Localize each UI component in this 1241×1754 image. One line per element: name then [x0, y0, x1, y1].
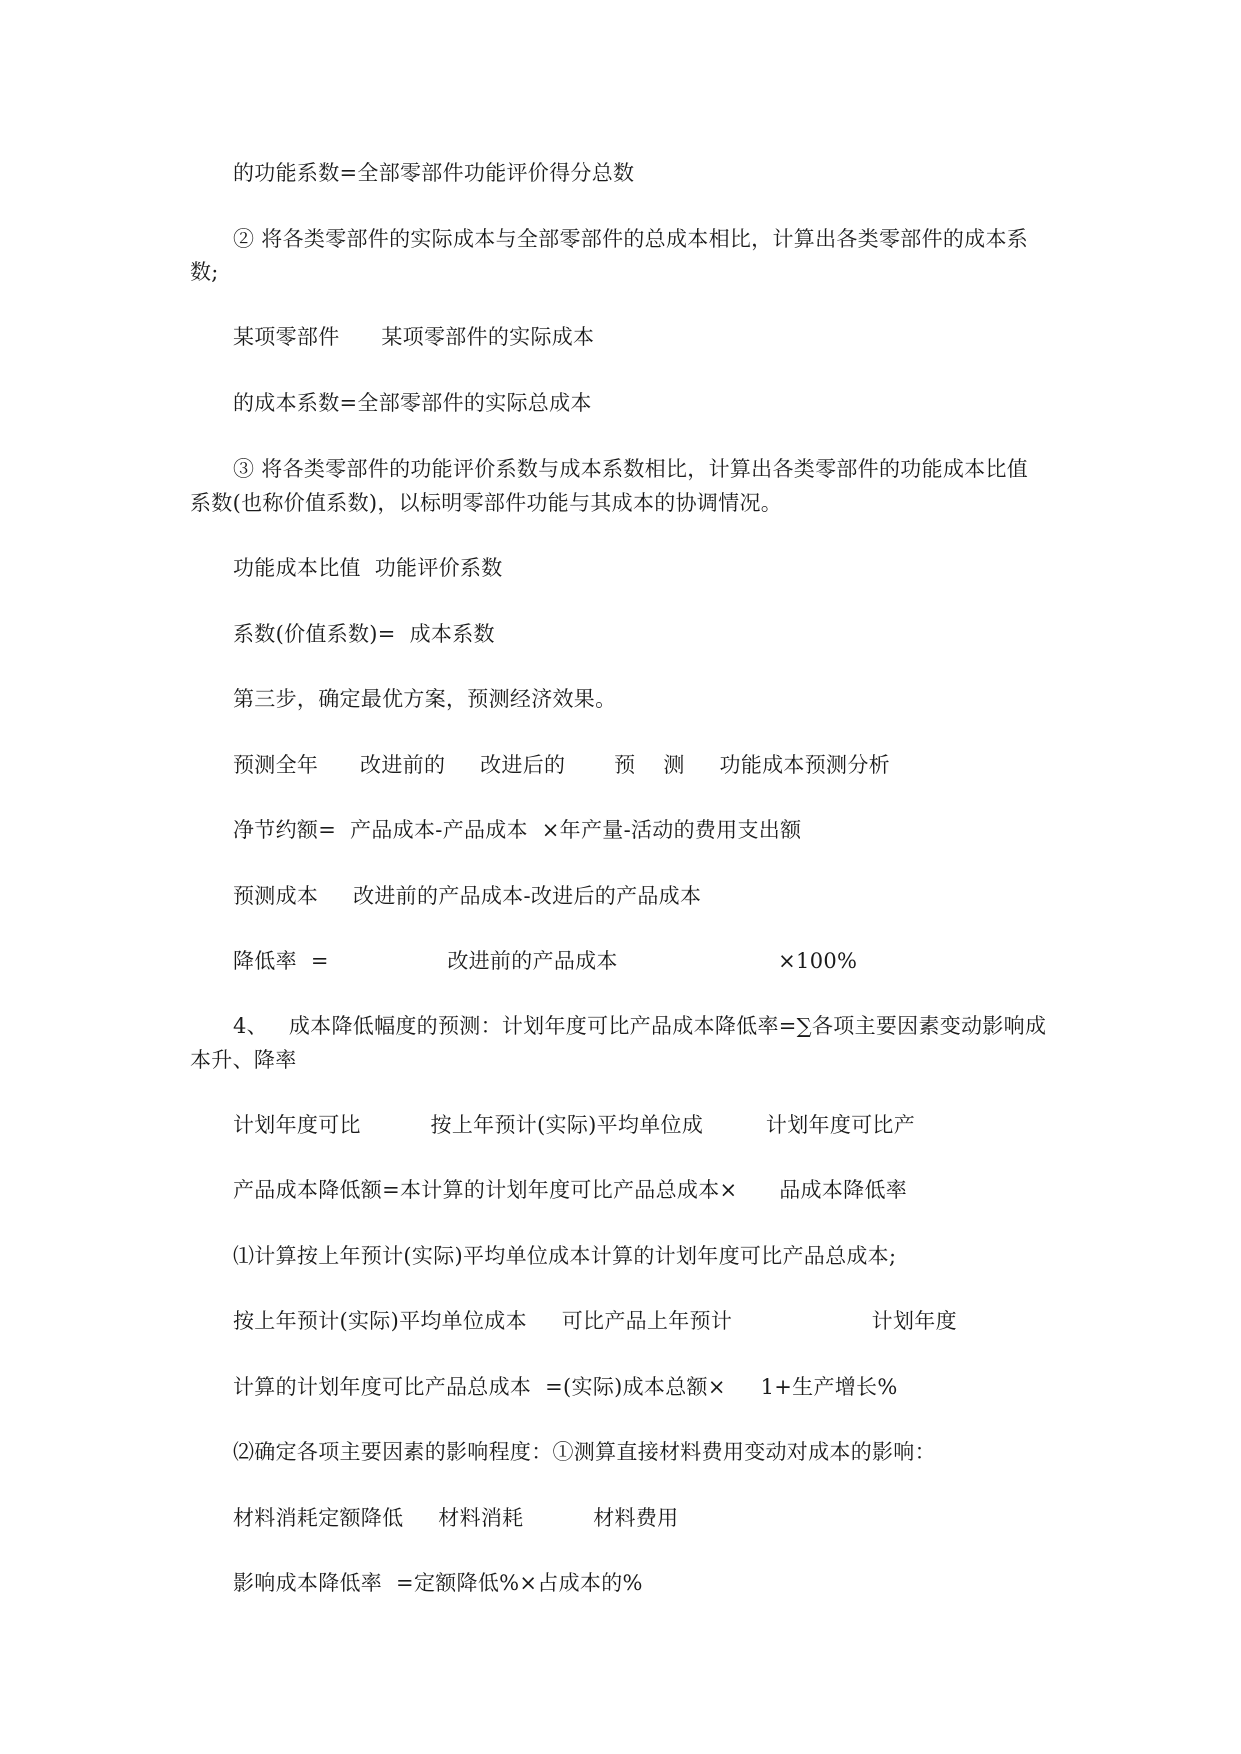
text-line: 系数(也称价值系数)，以标明零部件功能与其成本的协调情况。 — [190, 491, 783, 515]
text-line: 材料消耗定额降低 材料消耗 材料费用 — [233, 1506, 679, 1530]
text-line: ② 将各类零部件的实际成本与全部零部件的总成本相比，计算出各类零部件的成本系 — [233, 227, 1029, 251]
text-line: 功能成本比值 功能评价系数 — [233, 556, 503, 580]
text-line: 数; — [190, 260, 219, 284]
text-line: 降低率 = 改进前的产品成本 ×100% — [233, 949, 858, 973]
text-line: 的功能系数=全部零部件功能评价得分总数 — [233, 161, 635, 185]
text-line: ③ 将各类零部件的功能评价系数与成本系数相比，计算出各类零部件的功能成本比值 — [233, 457, 1029, 481]
text-line: 4、 成本降低幅度的预测：计划年度可比产品成本降低率=∑各项主要因素变动影响成 — [233, 1014, 1047, 1038]
text-line: ⑴计算按上年预计(实际)平均单位成本计算的计划年度可比产品总成本; — [233, 1244, 897, 1268]
text-line: 系数(价值系数)= 成本系数 — [233, 622, 495, 646]
text-line: 的成本系数=全部零部件的实际总成本 — [233, 391, 592, 415]
text-line: 净节约额= 产品成本-产品成本 ×年产量-活动的费用支出额 — [233, 818, 802, 842]
text-line: 预测全年 改进前的 改进后的 预 测 功能成本预测分析 — [233, 753, 890, 777]
text-line: 按上年预计(实际)平均单位成本 可比产品上年预计 计划年度 — [233, 1309, 957, 1333]
text-line: 第三步，确定最优方案，预测经济效果。 — [233, 687, 617, 711]
text-line: 计划年度可比 按上年预计(实际)平均单位成 计划年度可比产 — [233, 1113, 916, 1137]
text-line: 本升、降率 — [190, 1048, 297, 1072]
text-line: 影响成本降低率 =定额降低%×占成本的% — [233, 1571, 643, 1595]
text-line: 某项零部件 某项零部件的实际成本 — [233, 325, 595, 349]
text-line: ⑵确定各项主要因素的影响程度：①测算直接材料费用变动对成本的影响： — [233, 1440, 936, 1464]
text-line: 计算的计划年度可比产品总成本 =(实际)成本总额× 1+生产增长% — [233, 1375, 898, 1399]
text-line: 预测成本 改进前的产品成本-改进后的产品成本 — [233, 884, 702, 908]
text-line: 产品成本降低额=本计算的计划年度可比产品总成本× 品成本降低率 — [233, 1178, 908, 1202]
